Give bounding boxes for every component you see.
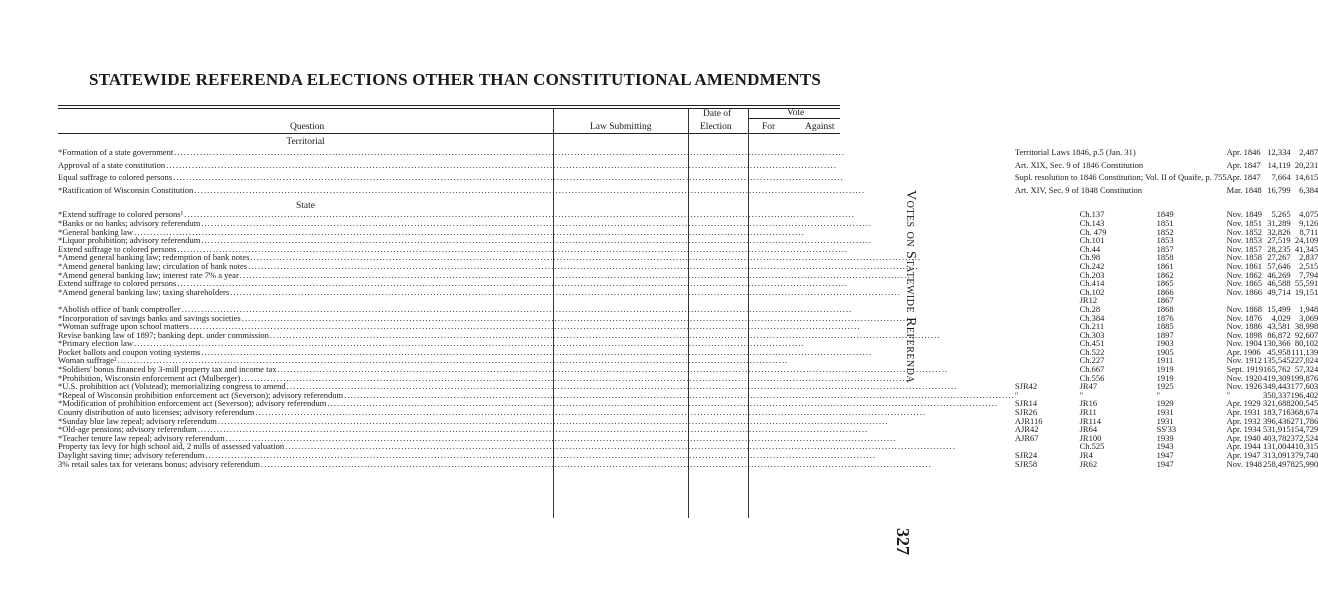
question-text: Pocket ballots and coupon voting systems (58, 346, 201, 357)
question-text: *Abolish office of bank comptroller (58, 303, 181, 314)
question-text: *Incorporation of savings banks and savings societies (58, 312, 241, 323)
question-text: *Modification of prohibition enforcement act (Severson); advisory referendum (58, 398, 327, 409)
page-number: 327 (893, 528, 913, 555)
question-text: Woman suffrage² (58, 355, 117, 366)
law-year: 1919 (1156, 372, 1174, 383)
state-section (58, 194, 1318, 210)
table-row (58, 186, 1318, 195)
chapter-or-resolution: JR114 (1079, 415, 1102, 426)
bill-number (1015, 228, 1080, 237)
election-date: Nov. 1852 (1226, 226, 1262, 237)
election-date: Apr. 1931 (1226, 407, 1261, 418)
vote-for: 165,762 (1263, 364, 1291, 375)
vote-for: 49,714 (1267, 286, 1291, 297)
vote-for: 16,799 (1267, 184, 1291, 195)
bill-number (1015, 279, 1080, 288)
chapter-or-resolution: JR47 (1079, 381, 1098, 392)
header-against: Against (805, 122, 835, 132)
vote-against: 2,837 (1299, 252, 1318, 263)
chapter-or-resolution: " (1079, 389, 1084, 400)
bill-number (1015, 322, 1080, 331)
bill-number (1015, 339, 1080, 348)
law-year: 1867 (1156, 295, 1174, 306)
election-date: Nov. 1865 (1226, 278, 1262, 289)
question-text: County distribution of auto licenses; advisory referendum (58, 407, 255, 418)
vote-against: 3,069 (1299, 312, 1318, 323)
law-year: 1876 (1156, 312, 1174, 323)
vote-against: 57,324 (1294, 364, 1318, 375)
chapter-or-resolution: Ch.451 (1079, 338, 1105, 349)
election-date: Nov. 1853 (1226, 235, 1262, 246)
bill-number (1015, 305, 1080, 314)
header-date-line2: Election (700, 122, 732, 132)
election-date: Nov. 1851 (1226, 217, 1262, 228)
election-date: Nov. 1886 (1226, 321, 1262, 332)
election-date: Nov. 1912 (1226, 355, 1262, 366)
election-date: Nov. 1898 (1226, 329, 1262, 340)
election-date: Nov. 1868 (1226, 303, 1262, 314)
election-date: Apr. 1847 (1226, 172, 1261, 183)
vote-against: 4,075 (1299, 209, 1318, 220)
election-date: Nov. 1849 (1226, 209, 1262, 220)
bill-number: SJR24 (1014, 450, 1038, 460)
bill-number (1015, 236, 1080, 245)
dot-leader (172, 173, 1015, 182)
vote-against: 80,102 (1294, 338, 1318, 349)
vote-for: 57,646 (1267, 260, 1291, 271)
bill-number (1015, 271, 1080, 280)
bill-number: AJR116 (1014, 415, 1043, 426)
vote-against: 19,151 (1294, 286, 1318, 297)
law-year: 1851 (1156, 217, 1174, 228)
vote-for: 313,091 (1263, 450, 1291, 460)
vote-for: 349,443 (1263, 381, 1291, 392)
election-date: Nov. 1858 (1226, 252, 1262, 263)
chapter-or-resolution: Ch.137 (1079, 209, 1105, 220)
vote-for: 12,334 (1267, 147, 1291, 157)
dot-leader (165, 161, 1015, 170)
vote-against: 154,729 (1290, 424, 1318, 435)
question-text: *Primary election law (58, 338, 134, 349)
vote-for: 27,267 (1267, 252, 1291, 263)
law-year: 1849 (1156, 209, 1174, 220)
question-text: *Extend suffrage to colored persons¹ (58, 209, 184, 220)
question-cell (58, 148, 1015, 157)
law-year: 1868 (1156, 303, 1174, 314)
question-leader (58, 460, 1015, 469)
dot-leader (260, 460, 1015, 469)
vote-for: 46,269 (1267, 269, 1291, 280)
question-text: *Amend general banking law; redemption of bank notes (58, 252, 250, 263)
vote-for: 28,235 (1267, 243, 1291, 254)
vote-for: 131,004 (1263, 441, 1291, 452)
question-text: *Sunday blue law repeal; advisory referendum (58, 415, 217, 426)
vote-against: 379,740 (1290, 450, 1318, 460)
law-year: 1919 (1156, 364, 1174, 375)
election-date: Nov. 1926 (1226, 381, 1262, 392)
chapter-or-resolution: JR4 (1079, 450, 1093, 460)
law-year: 1911 (1156, 355, 1174, 366)
chapter-or-resolution: Ch.203 (1079, 269, 1105, 280)
question-text: *Teacher tenure law repeal; advisory referendum (58, 432, 225, 443)
question-leader (58, 288, 1015, 297)
question-text: *Repeal of Wisconsin prohibition enforcement act (Severson); advisory referendum (58, 389, 344, 400)
header-date-line1: Date of (703, 109, 732, 119)
vote-against: 7,794 (1299, 269, 1318, 280)
election-date: Apr. 1847 (1226, 159, 1261, 170)
question-text: 3% retail sales tax for veterans bonus; advisory referendum (58, 458, 261, 469)
law-year: 1903 (1156, 338, 1174, 349)
bill-number: AJR67 (1014, 432, 1039, 443)
chapter-or-resolution: JR64 (1079, 424, 1098, 435)
law-year: 1931 (1156, 407, 1174, 418)
table-row (58, 161, 1318, 170)
bill-number: " (1014, 389, 1019, 400)
chapter-or-resolution: Ch.414 (1079, 278, 1105, 289)
header-for: For (762, 122, 776, 132)
question-text: Approval of a state constitution (58, 159, 166, 170)
question-text: *General banking law (58, 226, 134, 237)
table-row (58, 173, 1318, 182)
question-leader (58, 173, 1015, 182)
chapter-or-resolution: Ch.28 (1079, 303, 1101, 314)
law-year: 1852 (1156, 226, 1174, 237)
law-year: 1865 (1156, 278, 1174, 289)
bill-number (1015, 245, 1080, 254)
vote-against: 55,591 (1294, 278, 1318, 289)
vote-for: 135,545 (1263, 355, 1291, 366)
vote-for: 27,519 (1267, 235, 1291, 246)
vote-for: 396,436 (1263, 415, 1291, 426)
territorial-rows (58, 148, 1318, 194)
law-year: 1925 (1156, 381, 1174, 392)
chapter-or-resolution: Ch.242 (1079, 260, 1105, 271)
vote-against: 2,515 (1299, 260, 1318, 271)
bill-number: SJR42 (1014, 381, 1038, 392)
page-title: STATEWIDE REFERENDA ELECTIONS OTHER THAN CONSTITUTIONAL AMENDMENTS (88, 70, 822, 89)
header-vote: Vote (787, 108, 805, 118)
chapter-or-resolution: JR12 (1079, 295, 1098, 306)
chapter-or-resolution: Ch.98 (1079, 252, 1101, 263)
vote-for: 130,366 (1263, 338, 1291, 349)
question-cell (58, 161, 1015, 170)
election-date: Nov. 1876 (1226, 312, 1262, 323)
vote-against: 1,948 (1299, 303, 1318, 314)
question-text: *Liquor prohibition; advisory referendum (58, 235, 201, 246)
law-year: 1947 (1156, 450, 1174, 460)
section-territorial: Territorial (286, 137, 325, 147)
bill-number (1015, 262, 1080, 271)
law-submitting: Territorial Laws 1846, p.5 (Jan. 31) (1014, 147, 1136, 157)
vote-against: 20,231 (1294, 159, 1318, 170)
law-submitting: Art. XIV, Sec. 9 of 1848 Constitution (1014, 184, 1143, 195)
chapter-or-resolution: JR100 (1079, 432, 1102, 443)
vote-against: 6,384 (1299, 184, 1318, 195)
question-text: *U.S. prohibition act (Volstead); memorializing congress to amend (58, 381, 286, 392)
chapter-or-resolution: Ch.303 (1079, 329, 1105, 340)
header-bottom-rule (58, 133, 840, 134)
chapter-or-resolution: Ch.556 (1079, 372, 1105, 383)
vote-against: 92,607 (1294, 329, 1318, 340)
election-date: Nov. 1920 (1226, 372, 1262, 383)
vote-for: 15,499 (1267, 303, 1291, 314)
bill-number (1015, 219, 1080, 228)
dot-leader (229, 288, 1015, 297)
vote-for: 43,581 (1267, 321, 1291, 332)
dot-leader (173, 148, 1015, 157)
question-cell (58, 460, 1015, 469)
question-text: Extend suffrage to colored persons (58, 243, 177, 254)
vote-for: 5,265 (1271, 209, 1291, 220)
law-year: 1897 (1156, 329, 1174, 340)
chapter-or-resolution: JR62 (1079, 458, 1098, 469)
vote-against: 372,524 (1290, 432, 1318, 443)
chapter-or-resolution: JR16 (1079, 398, 1098, 409)
vote-for: 45,958 (1267, 346, 1291, 357)
header-top-rule (58, 105, 840, 106)
chapter-or-resolution: Ch.44 (1079, 243, 1101, 254)
question-text: *Woman suffrage upon school matters (58, 321, 189, 332)
law-year: 1929 (1156, 398, 1174, 409)
state-rows (58, 210, 1318, 468)
bill-number (1015, 365, 1080, 374)
chapter-or-resolution: Ch.102 (1079, 286, 1105, 297)
law-year: 1858 (1156, 252, 1174, 263)
dot-leader (193, 186, 1015, 195)
header-law-submitting: Law Submitting (590, 122, 652, 132)
vote-for: 258,497 (1263, 458, 1291, 469)
law-year: 1862 (1156, 269, 1174, 280)
vote-for: 183,716 (1263, 407, 1291, 418)
chapter-or-resolution: Ch.384 (1079, 312, 1105, 323)
question-text: *Amend general banking law; circulation of bank notes (58, 260, 248, 271)
chapter-or-resolution: Ch.667 (1079, 364, 1105, 375)
question-text: Revise banking law of 1897; banking dept. under commission (58, 329, 269, 340)
vote-against: 38,998 (1294, 321, 1318, 332)
vote-for: 531,915 (1263, 424, 1291, 435)
vote-against: 41,345 (1294, 243, 1318, 254)
election-date: Sept. 1919 (1226, 364, 1264, 375)
vote-for: 321,688 (1263, 398, 1291, 409)
vote-for: 7,664 (1271, 172, 1291, 183)
election-date: Nov. 1866 (1226, 286, 1262, 297)
law-submitting: Art. XIX, Sec. 9 of 1846 Constitution (1014, 159, 1144, 170)
election-date: Apr. 1940 (1226, 432, 1261, 443)
vote-for: 46,588 (1267, 278, 1291, 289)
table-row (58, 460, 1318, 469)
bill-number (1015, 253, 1080, 262)
law-year: 1905 (1156, 346, 1174, 357)
chapter-or-resolution: JR11 (1079, 407, 1097, 418)
question-leader (58, 161, 1015, 170)
bill-number (1015, 348, 1080, 357)
vote-against: 9,126 (1299, 217, 1318, 228)
law-year: 1866 (1156, 286, 1174, 297)
vote-against: 227,024 (1290, 355, 1318, 366)
vote-against: 14,615 (1294, 172, 1318, 183)
vote-against: 111,139 (1291, 346, 1318, 357)
vote-against: 177,603 (1290, 381, 1318, 392)
question-leader (58, 186, 1015, 195)
law-year: 1885 (1156, 321, 1174, 332)
vote-for: 31,289 (1267, 217, 1291, 228)
law-year: 1931 (1156, 415, 1174, 426)
election-date: Apr. 1932 (1226, 415, 1261, 426)
chapter-or-resolution: Ch.143 (1079, 217, 1105, 228)
question-cell (58, 288, 1015, 297)
question-text: *Amend general banking law; taxing shareholders (58, 286, 230, 297)
vote-subheader-rule (748, 118, 840, 119)
chapter-or-resolution: Ch.227 (1079, 355, 1105, 366)
table-row (58, 148, 1318, 157)
bill-number (1015, 296, 1080, 305)
election-date: Apr. 1906 (1226, 346, 1261, 357)
law-year: 1947 (1156, 458, 1174, 469)
election-date: Mar. 1848 (1226, 184, 1262, 195)
election-date: Nov. 1904 (1226, 338, 1262, 349)
chapter-or-resolution: Ch.101 (1079, 235, 1105, 246)
election-date: Nov. 1862 (1226, 269, 1262, 280)
vote-for: 4,029 (1271, 312, 1291, 323)
question-text: *Soldiers' bonus financed by 3-mill property tax and income tax (58, 364, 277, 375)
election-date: " (1226, 389, 1231, 400)
bill-number: SJR58 (1014, 458, 1038, 469)
question-text: Daylight saving time; advisory referendum (58, 450, 205, 460)
bill-number (1015, 288, 1080, 297)
bill-number (1015, 356, 1080, 365)
vote-for: 403,782 (1263, 432, 1291, 443)
question-text: *Old-age pensions; advisory referendum (58, 424, 197, 435)
bill-number: AJR42 (1014, 424, 1039, 435)
bill-number: SJR26 (1014, 407, 1038, 418)
chapter-or-resolution: Ch.211 (1079, 321, 1105, 332)
vote-against: 199,876 (1290, 372, 1318, 383)
question-text: Equal suffrage to colored persons (58, 172, 173, 183)
question-text: *Prohibition, Wisconsin enforcement act (Mulberger) (58, 372, 241, 383)
question-cell (58, 173, 1015, 182)
bill-number: SJR14 (1014, 398, 1038, 409)
vote-against: 271,786 (1290, 415, 1318, 426)
side-title: Votes on Statewide Referenda (903, 190, 918, 384)
chapter-or-resolution: Ch. 479 (1079, 226, 1107, 237)
referenda-table (58, 148, 1318, 468)
vote-against: 368,674 (1290, 407, 1318, 418)
law-submitting: Supl. resolution to 1846 Constitution; Vol. II of Quaife, p. 755 (1014, 172, 1227, 183)
section-state: State (296, 200, 315, 211)
vote-against: 196,402 (1290, 389, 1318, 400)
election-date: Nov. 1861 (1226, 260, 1262, 271)
vote-against: 2,487 (1299, 147, 1318, 157)
election-date: Apr. 1934 (1226, 424, 1261, 435)
chapter-or-resolution: Ch.525 (1079, 441, 1105, 452)
question-text: Extend suffrage to colored persons (58, 278, 177, 289)
chapter-or-resolution: Ch.522 (1079, 346, 1105, 357)
question-text: *Banks or no banks; advisory referendum (58, 217, 201, 228)
law-year: SS'33 (1156, 424, 1177, 435)
question-cell (58, 186, 1015, 195)
question-text: Property tax levy for high school aid, 2 mills of assessed valuation (58, 441, 285, 452)
law-year: 1853 (1156, 235, 1174, 246)
vote-against: 825,990 (1290, 458, 1318, 469)
vote-for: 350,337 (1263, 389, 1291, 400)
law-year: 1861 (1156, 260, 1174, 271)
question-text: *Amend general banking law; interest rate 7% a year (58, 269, 239, 280)
vote-against: 200,545 (1290, 398, 1318, 409)
vote-for: 86,872 (1267, 329, 1291, 340)
law-year: 1943 (1156, 441, 1174, 452)
vote-against: 24,109 (1294, 235, 1318, 246)
law-year: 1857 (1156, 243, 1174, 254)
bill-number (1015, 331, 1080, 340)
bill-number (1015, 210, 1080, 219)
vote-for: 419,309 (1263, 372, 1291, 383)
question-text: *Ratification of Wisconsin Constitution (58, 184, 194, 195)
election-date: Apr. 1846 (1226, 147, 1261, 157)
vote-for: 32,826 (1267, 226, 1291, 237)
law-year: 1939 (1156, 432, 1174, 443)
election-date: Nov. 1857 (1226, 243, 1262, 254)
vote-against: 8,711 (1299, 226, 1318, 237)
election-date: Nov. 1948 (1226, 458, 1262, 469)
header-question: Question (290, 122, 325, 132)
election-date: Apr. 1929 (1226, 398, 1261, 409)
vote-for: 14,119 (1267, 159, 1291, 170)
election-date: Apr. 1947 (1226, 450, 1261, 460)
question-text: *Formation of a state government (58, 147, 174, 157)
question-leader (58, 148, 1015, 157)
bill-number (1015, 314, 1080, 323)
vote-against: 410,315 (1290, 441, 1318, 452)
election-date: Apr. 1944 (1226, 441, 1261, 452)
law-year: " (1156, 389, 1161, 400)
table-row (58, 288, 1318, 297)
